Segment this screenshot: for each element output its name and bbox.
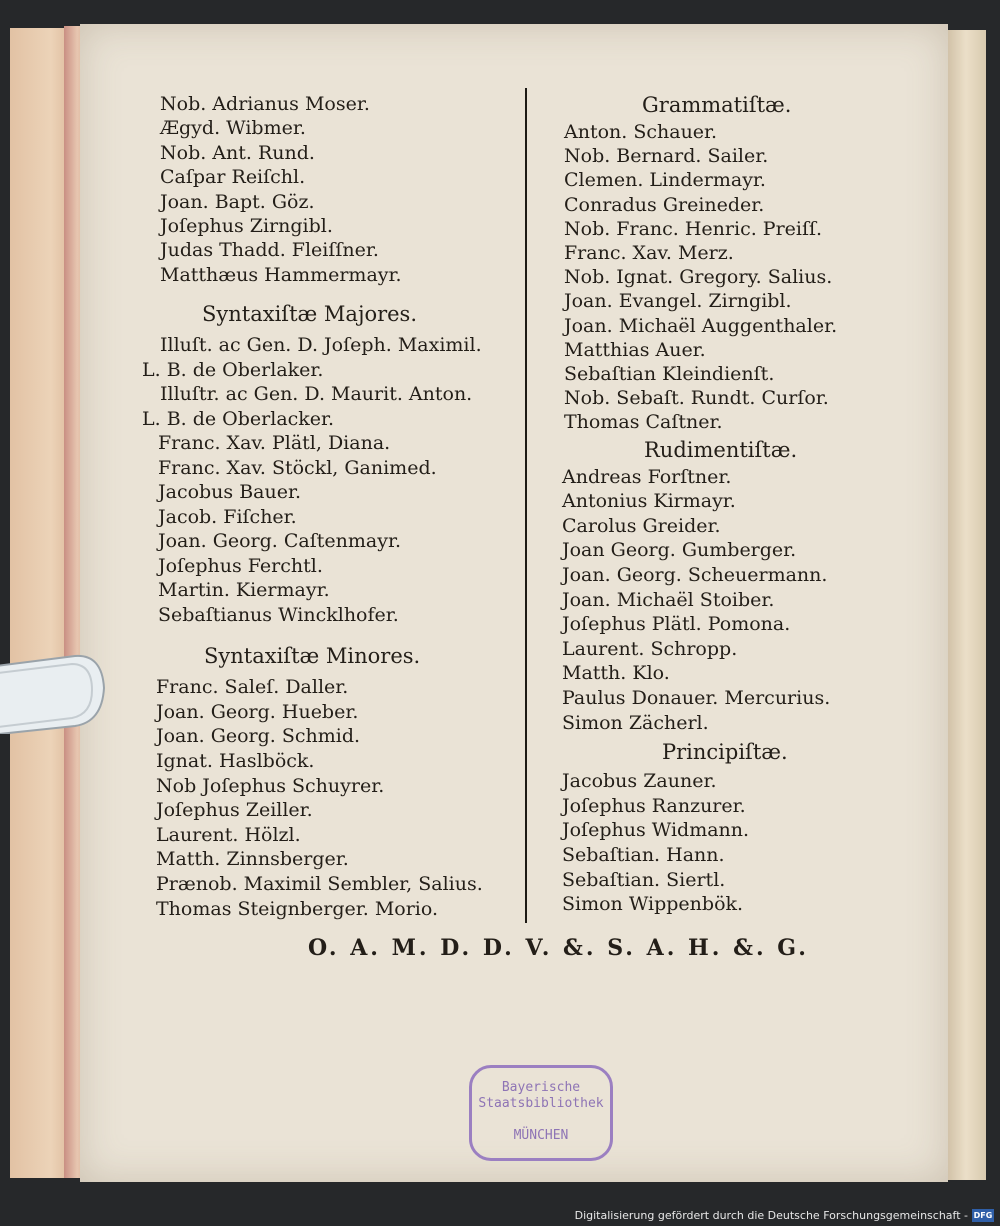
credit-text: Digitalisierung gefördert durch die Deutsche Forschungsgemeinschaft - — [574, 1209, 968, 1222]
section-heading: Rudimentiſtæ. — [644, 437, 798, 462]
name-line: Joan. Bapt. Göz. — [160, 190, 315, 213]
name-line: Andreas Forſtner. — [562, 465, 732, 488]
name-line: Nob. Ignat. Gregory. Salius. — [564, 266, 833, 289]
name-line: Illuſtr. ac Gen. D. Maurit. Anton. — [160, 383, 473, 406]
name-line: Carolus Greider. — [562, 514, 721, 537]
name-line: Sebaſtianus Wincklhofer. — [158, 603, 399, 626]
stamp-line-3: MÜNCHEN — [513, 1128, 569, 1143]
library-stamp — [469, 1065, 613, 1161]
name-line: Joan Georg. Gumberger. — [562, 539, 797, 562]
name-line: Joan. Evangel. Zirngibl. — [564, 290, 792, 313]
name-line: Joan. Georg. Caſtenmayr. — [158, 530, 402, 553]
name-line: Anton. Schauer. — [564, 121, 718, 143]
name-line: Martin. Kiermayr. — [158, 579, 330, 602]
column-divider — [525, 88, 529, 923]
name-line: Ægyd. Wibmer. — [160, 117, 306, 140]
name-line: Joſephus Ferchtl. — [158, 554, 323, 577]
page-clip-icon — [0, 648, 120, 734]
name-line: Sebaſtian. Siertl. — [562, 868, 726, 891]
name-line: Conradus Greineder. — [564, 193, 765, 216]
name-line: Jacob. Fiſcher. — [158, 505, 297, 528]
name-line: Nob Joſephus Schuyrer. — [156, 774, 385, 797]
name-line: Jacobus Zauner. — [562, 770, 717, 793]
name-line: Matthæus Hammermayr. — [160, 263, 402, 286]
name-line: Prænob. Maximil Sembler, Salius. — [156, 873, 483, 895]
name-line: Franc. Xav. Merz. — [564, 242, 734, 264]
name-line: Nob. Adrianus Moser. — [160, 93, 370, 115]
stamp-line-1: Bayerische — [501, 1080, 581, 1095]
right-page-edge — [946, 30, 986, 1180]
section-heading: Syntaxiſtæ Majores. — [202, 302, 418, 327]
name-line: Clemen. Lindermayr. — [564, 169, 766, 192]
name-line: Joſephus Zirngibl. — [160, 215, 333, 237]
name-line: Laurent. Hölzl. — [156, 823, 301, 846]
dfg-logo: DFG — [973, 1211, 993, 1220]
name-line: Joſephus Zeiller. — [156, 799, 313, 822]
name-line: Thomas Steignberger. Morio. — [156, 897, 439, 920]
name-line: Franc. Saleſ. Daller. — [156, 676, 349, 699]
name-line: Jacobus Bauer. — [158, 481, 302, 504]
footer-abbreviation: O. A. M. D. D. V. &. S. A. H. &. G. — [308, 935, 809, 961]
name-line: Joſephus Widmann. — [562, 819, 750, 842]
name-line: Thomas Caſtner. — [564, 411, 723, 434]
name-line: Sebaſtian Kleindienſt. — [564, 363, 775, 385]
name-line: Joan. Georg. Hueber. — [156, 700, 359, 723]
name-line: Laurent. Schropp. — [562, 637, 738, 660]
name-line: Simon Wippenbök. — [562, 893, 744, 916]
name-line: Joan. Michaël Stoiber. — [562, 588, 775, 611]
name-line: Nob. Bernard. Sailer. — [564, 145, 769, 168]
name-line: Nob. Franc. Henric. Preiſſ. — [564, 217, 823, 240]
name-line: Simon Zächerl. — [562, 711, 709, 734]
name-line: Nob. Ant. Rund. — [160, 141, 315, 164]
name-line: Nob. Sebaſt. Rundt. Curſor. — [564, 387, 829, 410]
name-line: Judas Thadd. Fleiſſner. — [160, 239, 379, 262]
section-heading: Grammatiſtæ. — [642, 93, 792, 117]
name-line: Ignat. Haslböck. — [156, 750, 315, 772]
name-line: Joſephus Plätl. Pomona. — [562, 613, 791, 636]
name-line: Joan. Georg. Schmid. — [156, 725, 361, 748]
name-line: L. B. de Oberlaker. — [142, 358, 324, 381]
name-line: L. B. de Oberlacker. — [142, 407, 335, 430]
name-line: Joſephus Ranzurer. — [562, 794, 746, 817]
name-line: Joan. Georg. Scheuermann. — [562, 564, 828, 586]
name-line: Matth. Zinnsberger. — [156, 848, 349, 871]
section-heading: Syntaxiſtæ Minores. — [204, 644, 421, 669]
stamp-line-2: Staatsbibliothek — [478, 1096, 604, 1111]
section-heading: Principiſtæ. — [662, 740, 788, 765]
name-line: Antonius Kirmayr. — [562, 490, 736, 513]
name-line: Caſpar Reiſchl. — [160, 166, 306, 189]
name-line: Franc. Xav. Plätl, Diana. — [158, 432, 391, 455]
name-line: Matthias Auer. — [564, 338, 706, 361]
name-line: Franc. Xav. Stöckl, Ganimed. — [158, 456, 437, 479]
name-line: Illuſt. ac Gen. D. Joſeph. Maximil. — [160, 334, 482, 357]
name-line: Paulus Donauer. Mercurius. — [562, 687, 831, 709]
name-line: Sebaſtian. Hann. — [562, 844, 725, 866]
name-line: Matth. Klo. — [562, 662, 670, 685]
name-line: Joan. Michaël Auggenthaler. — [564, 314, 838, 337]
